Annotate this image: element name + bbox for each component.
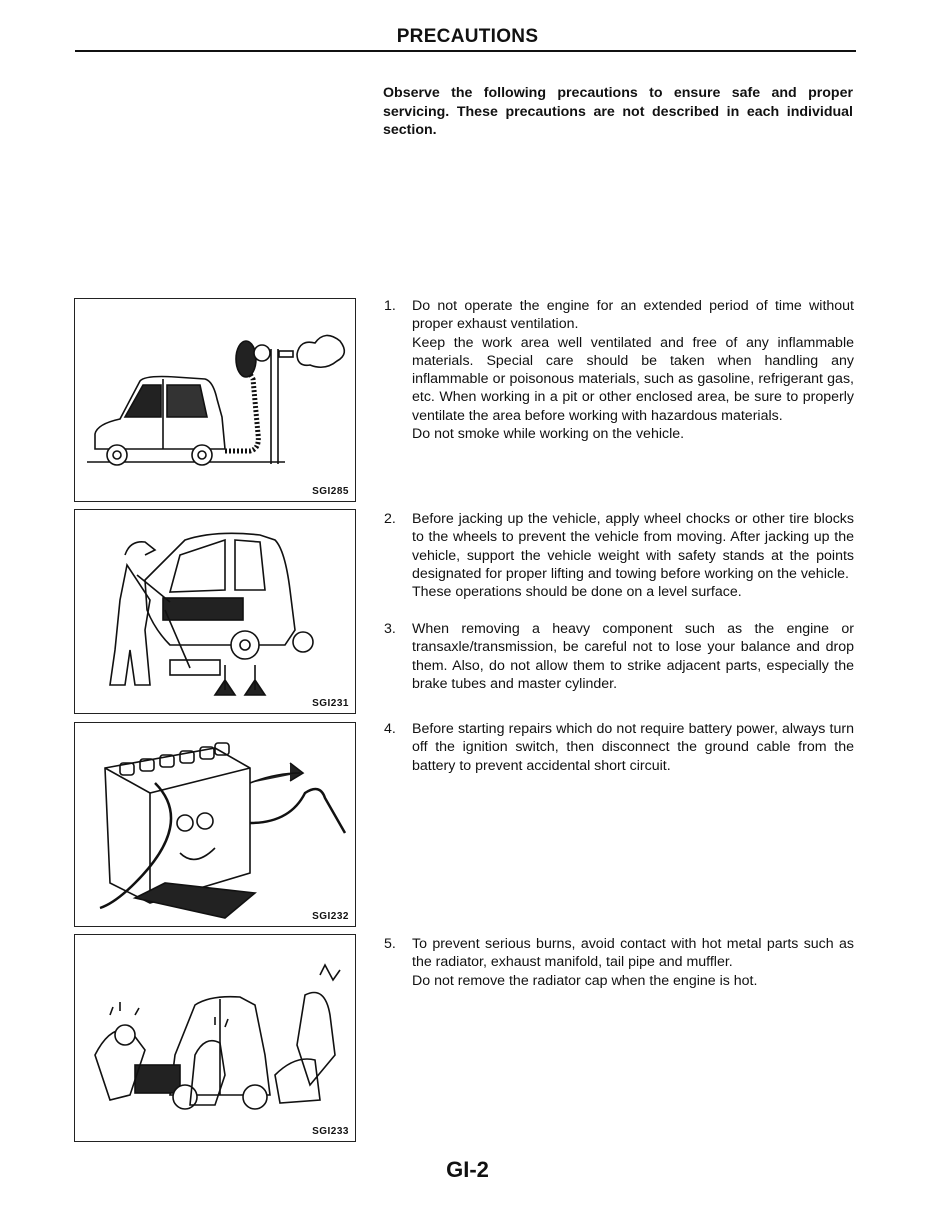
hot-radiator-illustration-icon — [75, 935, 355, 1140]
title-rule-divider — [75, 50, 856, 52]
precaution-item-5 — [384, 935, 854, 990]
item-number: 2. — [384, 511, 396, 527]
item-number: 4. — [384, 721, 396, 737]
page-number: GI-2 — [446, 1157, 489, 1182]
item-number: 5. — [384, 936, 396, 952]
item-text: Do not remove the radiator cap when the engine is hot. — [412, 972, 758, 989]
car-exhaust-illustration-icon — [75, 299, 355, 499]
item-text: Before starting repairs which do not require battery power, always turn off the ignition switch, then disconnect the ground cable from the battery to prevent accidental short circuit. — [412, 721, 854, 774]
figure-label: SGI232 — [312, 911, 349, 922]
figure-exhaust-ventilation — [74, 298, 356, 502]
figure-jacking-vehicle — [74, 509, 356, 714]
item-number: 1. — [384, 298, 396, 314]
battery-illustration-icon — [75, 723, 355, 923]
precaution-item-3 — [384, 620, 854, 693]
precaution-item-2 — [384, 510, 854, 601]
figure-label: SGI285 — [312, 486, 349, 497]
item-text: To prevent serious burns, avoid contact with hot metal parts such as the radiator, exhaust manifold, tail pipe and muffler. — [412, 936, 854, 971]
item-text: Do not operate the engine for an extended period of time without proper exhaust ventilation. — [412, 298, 854, 333]
precaution-item-4 — [384, 720, 854, 775]
item-text: These operations should be done on a level surface. — [412, 584, 742, 601]
page-title: PRECAUTIONS — [396, 26, 539, 47]
figure-label: SGI231 — [312, 698, 349, 709]
precaution-item-1 — [384, 297, 854, 443]
item-text: Keep the work area well ventilated and free of any inflammable materials. Special care should be taken when handling any inflammable or poisonous materials, such as gasoline, refrigerant gas, etc. When working in a pit or other enclosed area, be sure to properly ventilate the area before working with hazardous materials. — [412, 334, 854, 424]
figure-battery-disconnect — [74, 722, 356, 927]
figure-hot-radiator — [74, 934, 356, 1142]
item-text: Before jacking up the vehicle, apply wheel chocks or other tire blocks to the wheels to prevent the vehicle from moving. After jacking up the vehicle, support the vehicle weight with safety stands at the points designated for proper lifting and towing before working on the vehicle. — [412, 511, 854, 582]
jacking-illustration-icon — [75, 510, 355, 710]
figure-label: SGI233 — [312, 1126, 349, 1137]
intro-paragraph: Observe the following precautions to ensure safe and proper servicing. These precautions are not described in each individual section. — [383, 85, 853, 138]
item-number: 3. — [384, 621, 396, 637]
item-text: Do not smoke while working on the vehicle. — [412, 426, 685, 443]
item-text: When removing a heavy component such as the engine or transaxle/transmission, be careful not to lose your balance and drop them. Also, do not allow them to strike adjacent parts, especially the brake tubes and master cylinder. — [412, 621, 854, 692]
